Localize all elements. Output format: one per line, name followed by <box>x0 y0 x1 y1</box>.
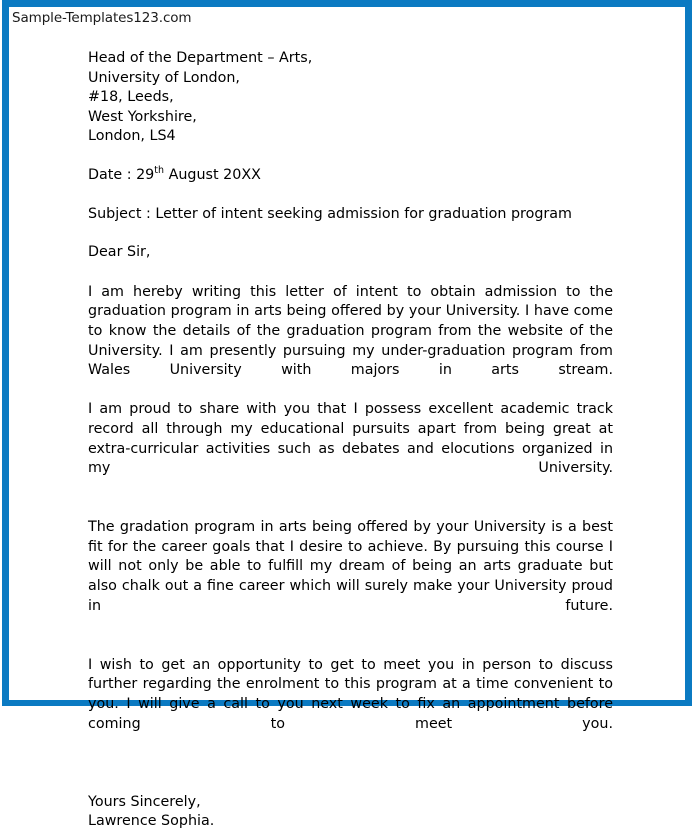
address-line: Head of the Department – Arts, <box>88 50 313 66</box>
date-label: Date : <box>88 166 137 183</box>
recipient-address-block <box>88 49 613 147</box>
date-month-year: August 20XX <box>164 166 261 183</box>
spacer <box>88 774 613 793</box>
spacer <box>88 147 613 166</box>
address-line: West Yorkshire, <box>88 108 197 125</box>
date-ordinal-suffix: th <box>154 165 165 177</box>
body-paragraph: The gradation program in arts being offered by your University is a best fit for the career goals that I desire to achieve. By pursuing this course I will not only be able to fulfill my dream of being an arts graduate but also chalk out a fine career which will surely make your University proud in future. <box>88 519 613 614</box>
closing-line: Yours Sincerely, <box>88 793 201 810</box>
salutation: Dear Sir, <box>88 244 151 261</box>
border-left <box>2 0 9 706</box>
spacer <box>88 498 613 518</box>
subject-line: Subject : Letter of intent seeking admission for graduation program <box>88 205 572 222</box>
date-day: 29 <box>136 166 155 183</box>
body-paragraph: I wish to get an opportunity to get to meet you in person to discuss further regarding the enrolment to this program at a time convenient to you. I will give a call to you next week to fix an appointment before coming to meet you. <box>88 656 613 732</box>
address-line: #18, Leeds, <box>88 89 174 106</box>
spacer <box>88 636 613 656</box>
watermark-text: Sample-Templates123.com <box>12 10 192 26</box>
spacer <box>88 186 613 205</box>
border-top <box>2 0 692 7</box>
address-line: London, LS4 <box>88 128 176 145</box>
spacer <box>88 754 613 774</box>
date-line <box>88 166 613 186</box>
letter-content <box>88 49 613 832</box>
letter-page <box>9 7 685 830</box>
border-right <box>685 0 692 706</box>
spacer <box>88 263 613 283</box>
signature-name: Lawrence Sophia. <box>88 813 215 830</box>
address-line: University of London, <box>88 69 240 86</box>
body-paragraph: I am proud to share with you that I possess excellent academic track record all through my educational pursuits apart from being great at extra-curricular activities such as debates and elocutions organized in my University. <box>88 401 613 477</box>
spacer <box>88 224 613 243</box>
body-paragraph: I am hereby writing this letter of intent to obtain admission to the graduation program in arts being offered by your University. I have come to know the details of the graduation program from the website of the University. I am presently pursuing my under-graduation program from Wales University with majors in arts stream. <box>88 283 613 379</box>
